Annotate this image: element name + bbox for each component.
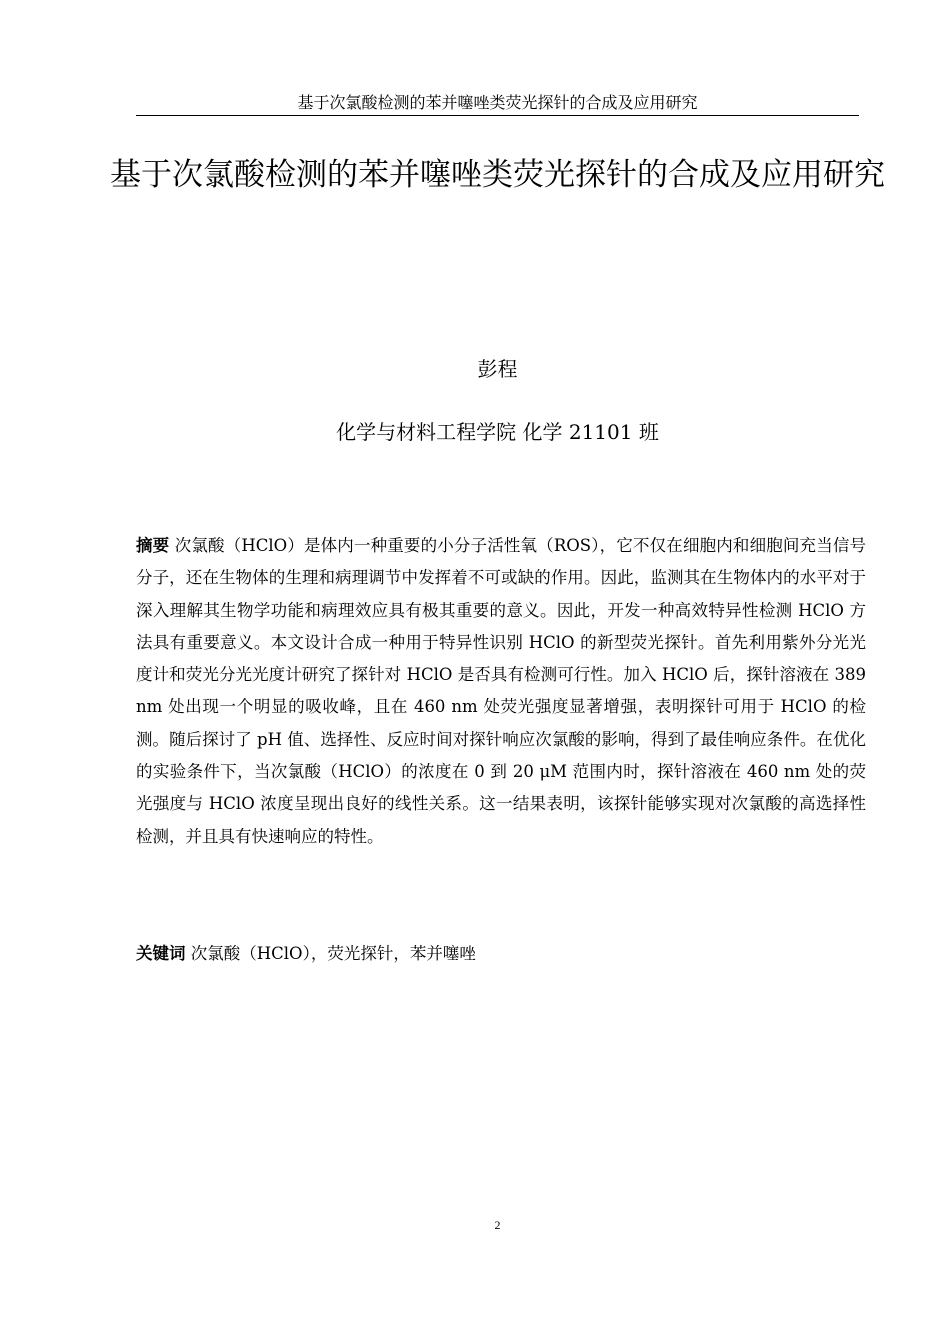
header-divider <box>136 115 859 116</box>
keywords-text: 次氯酸（HClO），荧光探针，苯并噻唑 <box>190 944 476 963</box>
abstract-paragraph <box>136 530 866 853</box>
author-affiliation: 化学与材料工程学院 化学 21101 班 <box>336 420 659 444</box>
abstract-section <box>136 530 866 853</box>
keywords-label: 关键词 <box>136 944 186 963</box>
keywords-section <box>136 938 859 970</box>
paper-title: 基于次氯酸检测的苯并噻唑类荧光探针的合成及应用研究 <box>110 157 885 193</box>
abstract-label: 摘要 <box>136 536 170 555</box>
running-header: 基于次氯酸检测的苯并噻唑类荧光探针的合成及应用研究 <box>297 93 698 112</box>
abstract-text: 次氯酸（HClO）是体内一种重要的小分子活性氧（ROS），它不仅在细胞内和细胞间充当信号分子，还在生物体的生理和病理调节中发挥着不可或缺的作用。因此，监测其在生物体内的水平对于深入理解其生物学功能和病理效应具有极其重要的意义。因此，开发一种高效特异性检测 HClO 方法具有重要意义。本文设计合成一种用于特异性识别 HClO 的新型荧光探针。首先利用紫外分光光度计和荧光分光光度计研究了探针对 HClO 是否具有检测可行性。加入 HClO 后，探针溶液在 389 nm 处出现一个明显的吸收峰，且在 460 nm 处荧光强度显著增强，表明探针可用于 HClO 的检测。随后探讨了 pH 值、选择性、反应时间对探针响应次氯酸的影响，得到了最佳响应条件。在优化的实验条件下，当次氯酸（HClO）的浓度在 0 到 20 μM 范围内时，探针溶液在 460 nm 处的荧光强度与 HClO 浓度呈现出良好的线性关系。这一结果表明，该探针能够实现对次氯酸的高选择性检测，并且具有快速响应的特性。 <box>136 536 867 846</box>
author-name: 彭程 <box>477 357 518 381</box>
page-number: 2 <box>494 1218 501 1232</box>
